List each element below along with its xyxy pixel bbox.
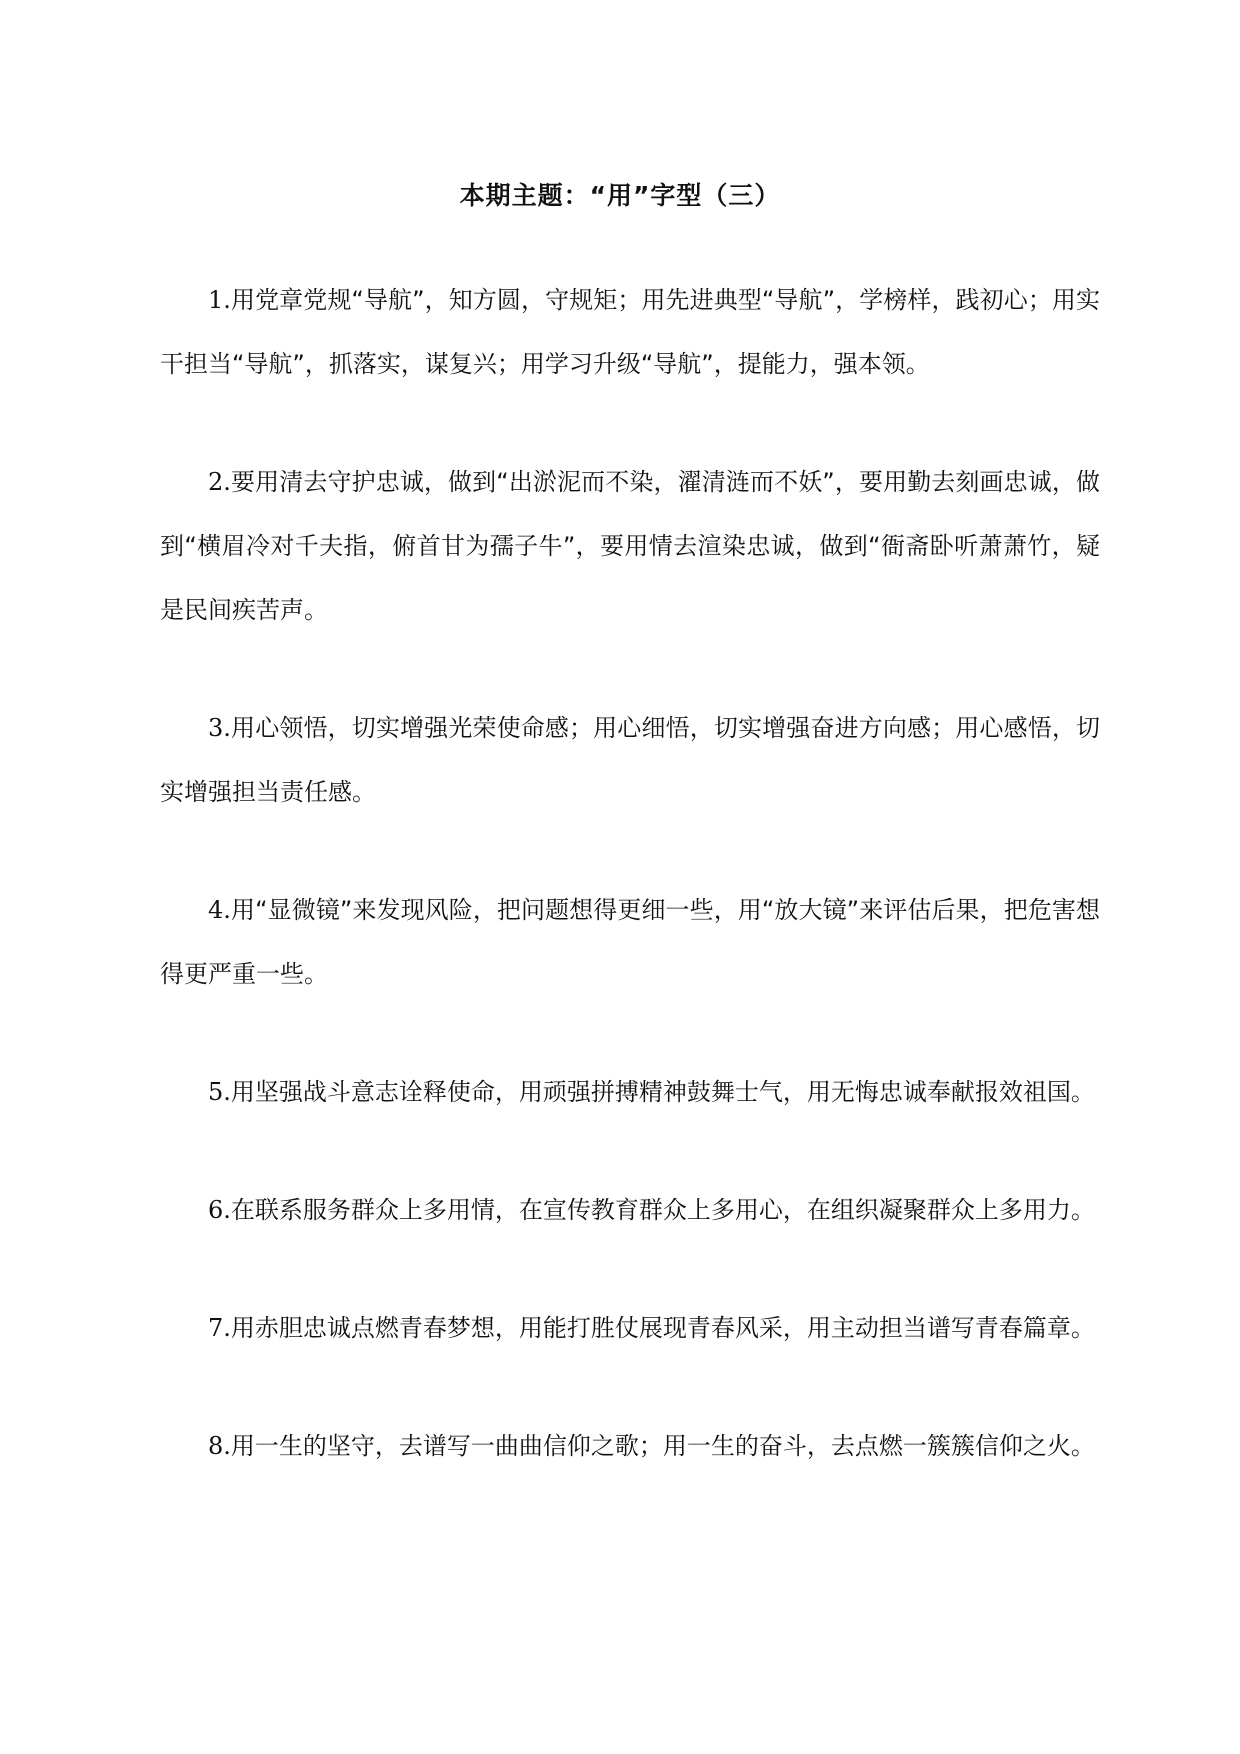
paragraph-text: 用党章党规“导航”，知方圆，守规矩；用先进典型“导航”，学榜样，践初心；用实干担当“导航”，抓落实，谋复兴；用学习升级“导航”，提能力，强本领。 (160, 286, 1100, 378)
paragraph-number: 1. (208, 286, 231, 314)
paragraph-number: 2. (208, 468, 231, 496)
paragraph-text: 用坚强战斗意志诠释使命，用顽强拼搏精神鼓舞士气，用无悔忠诚奉献报效祖国。 (230, 1078, 1095, 1106)
paragraph-number: 3. (208, 714, 231, 742)
paragraph-8 (160, 1414, 1100, 1478)
paragraph-text: 要用清去守护忠诚，做到“出淤泥而不染，濯清涟而不妖”，要用勤去刻画忠诚，做到“横眉冷对千夫指，俯首甘为孺子牛”，要用情去渲染忠诚，做到“衙斋卧听萧萧竹，疑是民间疾苦声。 (160, 468, 1100, 624)
paragraph-text: 用赤胆忠诚点燃青春梦想，用能打胜仗展现青春风采，用主动担当谱写青春篇章。 (230, 1314, 1095, 1342)
paragraph-4 (160, 878, 1100, 1006)
paragraph-number: 5. (208, 1078, 231, 1106)
paragraph-1 (160, 268, 1100, 396)
paragraph-3 (160, 696, 1100, 824)
paragraph-text: 用心领悟，切实增强光荣使命感；用心细悟，切实增强奋进方向感；用心感悟，切实增强担当责任感。 (160, 714, 1100, 806)
document-title: 本期主题：“用”字型（三） (459, 181, 781, 210)
paragraph-5 (160, 1060, 1100, 1124)
paragraph-6 (160, 1178, 1100, 1242)
document-body (160, 268, 1100, 1532)
paragraph-text: 用一生的坚守，去谱写一曲曲信仰之歌；用一生的奋斗，去点燃一簇簇信仰之火。 (230, 1432, 1095, 1460)
paragraph-7 (160, 1296, 1100, 1360)
paragraph-number: 4. (208, 896, 231, 924)
paragraph-number: 7. (208, 1314, 231, 1342)
paragraph-number: 8. (208, 1432, 231, 1460)
paragraph-2 (160, 450, 1100, 642)
paragraph-text: 在联系服务群众上多用情，在宣传教育群众上多用心，在组织凝聚群众上多用力。 (230, 1196, 1095, 1224)
paragraph-text: 用“显微镜”来发现风险，把问题想得更细一些，用“放大镜”来评估后果，把危害想得更严重一些。 (160, 896, 1100, 988)
paragraph-number: 6. (208, 1196, 231, 1224)
